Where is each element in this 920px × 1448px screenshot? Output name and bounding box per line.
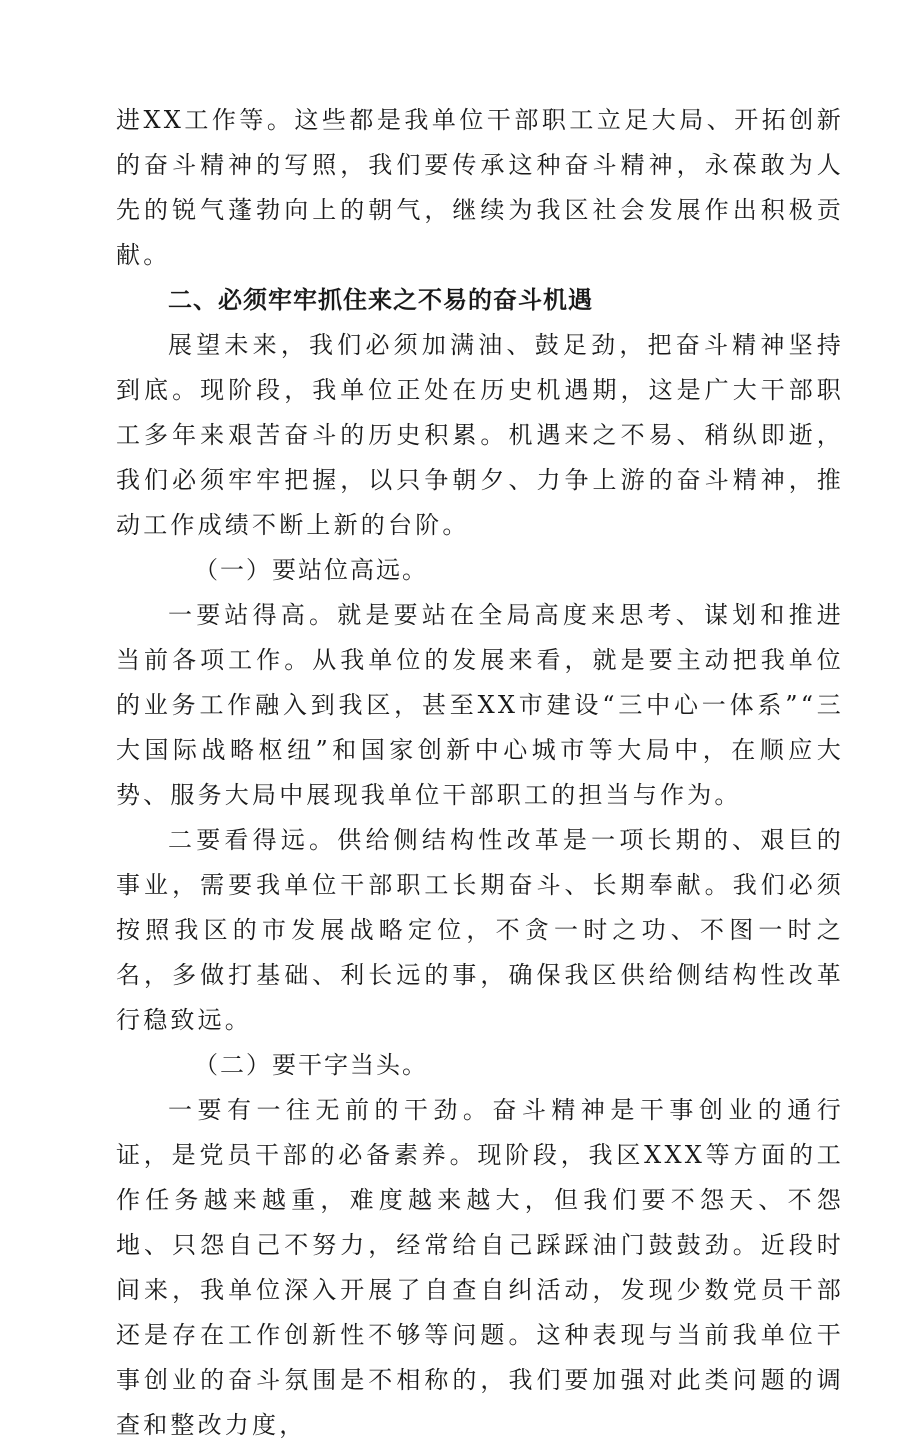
paragraph-4: 二要看得远。供给侧结构性改革是一项长期的、艰巨的事业，需要我单位干部职工长期奋斗、长期奉献。我们必须按照我区的市发展战略定位，不贪一时之功、不图一时之名，多做打基础、利长远的事，确保我区供给侧结构性改革行稳致远。 [116,826,844,1034]
paragraph-3: 一要站得高。就是要站在全局高度来思考、谋划和推进当前各项工作。从我单位的发展来看，就是要主动把我单位的业务工作融入到我区，甚至XX市建设“三中心一体系”“三大国际战略枢纽”和国家创新中心城市等大局中，在顺应大势、服务大局中展现我单位干部职工的担当与作为。 [116,601,844,809]
paragraph-1: 进XX工作等。这些都是我单位干部职工立足大局、开拓创新的奋斗精神的写照，我们要传承这种奋斗精神，永葆敢为人先的锐气蓬勃向上的朝气，继续为我区社会发展作出积极贡献。 [116,106,844,269]
paragraph-2: 展望未来，我们必须加满油、鼓足劲，把奋斗精神坚持到底。现阶段，我单位正处在历史机遇期，这是广大干部职工多年来艰苦奋斗的历史积累。机遇来之不易、稍纵即逝，我们必须牢牢把握，以只争朝夕、力争上游的奋斗精神，推动工作成绩不断上新的台阶。 [116,331,844,539]
document-body [116,98,844,1448]
subheading-1: （一）要站位高远。 [194,556,428,584]
section-heading-2: 二、必须牢牢抓住来之不易的奋斗机遇 [168,286,593,314]
subheading-2: （二）要干字当头。 [194,1051,428,1079]
paragraph-5: 一要有一往无前的干劲。奋斗精神是干事创业的通行证，是党员干部的必备素养。现阶段，我区XXX等方面的工作任务越来越重，难度越来越大，但我们要不怨天、不怨地、只怨自己不努力，经常给自己踩踩油门鼓鼓劲。近段时间来，我单位深入开展了自查自纠活动，发现少数党员干部还是存在工作创新性不够等问题。这种表现与当前我单位干事创业的奋斗氛围是不相称的，我们要加强对此类问题的调查和整改力度， [116,1096,844,1439]
